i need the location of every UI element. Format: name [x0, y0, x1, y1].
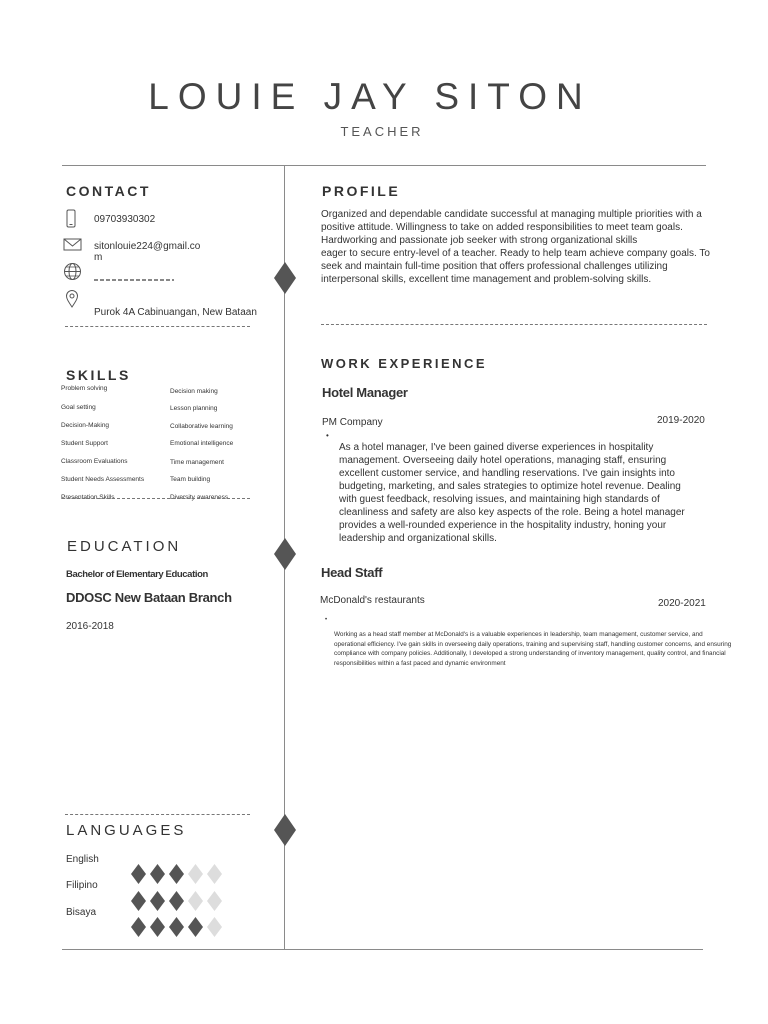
contact-phone[interactable]: 09703930302	[94, 214, 156, 225]
rating-diamond-filled	[130, 864, 147, 884]
language-rating	[130, 864, 223, 884]
skill-item: Decision-Making	[61, 422, 110, 429]
rating-diamond-empty	[187, 864, 204, 884]
education-heading: EDUCATION	[67, 538, 182, 555]
language-name: Filipino	[66, 880, 98, 891]
candidate-name: LOUIE JAY SITON	[148, 76, 592, 117]
divider-diamond	[274, 538, 296, 575]
globe-icon	[63, 262, 82, 286]
profile-text: Organized and dependable candidate successful at managing multiple priorities with a positive attitude. Willingness to take on added responsibilities to meet team goals. Hardworking and passionate job seeker with strong organizational skills eager to secure entry-level of a teacher. Ready to help team achieve company goals. To seek and maintain full-time position that offers professional challenges utilizing interpersonal skills, excellent time management and problem-solving skills.	[321, 209, 710, 285]
skill-item: Student Needs Assessments	[61, 476, 145, 483]
envelope-icon	[63, 238, 83, 257]
contact-website-clipped	[94, 279, 174, 281]
skill-item: Collaborative learning	[170, 423, 233, 430]
education-school: DDOSC New Bataan Branch	[66, 590, 232, 605]
bullet-icon: •	[326, 431, 329, 440]
skill-item: Diversity awareness	[170, 494, 229, 501]
skills-heading: SKILLS	[66, 367, 131, 383]
contact-email[interactable]: sitonlouie224@gmail.co m	[94, 241, 201, 263]
skill-item: Presentation Skills	[61, 494, 115, 501]
education-years: 2016-2018	[66, 621, 114, 632]
languages-separator	[65, 814, 250, 815]
rating-diamond-filled	[149, 917, 166, 937]
skill-item: Lesson planning	[170, 405, 218, 412]
divider-diamond	[274, 262, 296, 299]
rating-diamond-filled	[168, 917, 185, 937]
job-title: Head Staff	[321, 565, 383, 580]
rating-diamond-empty	[206, 891, 223, 911]
language-rating	[130, 891, 223, 911]
job-dates: 2019-2020	[657, 415, 705, 426]
profile-heading: PROFILE	[322, 183, 401, 199]
candidate-title: TEACHER	[340, 124, 424, 139]
work-heading: WORK EXPERIENCE	[321, 356, 488, 371]
skill-item: Classroom Evaluations	[61, 458, 128, 465]
job-description: Working as a head staff member at McDonald's is a valuable experiences in leadership, team management, customer service, and operational efficiency. I've gain skills in overseeing daily operations, training and supervising staff, handling customer concerns, and ensuring compliance with company policies. Additionally, I developed a strong understanding of inventory management, quality control, and financial responsibilities within a fast paced and dynamic environment	[334, 631, 732, 667]
location-pin-icon	[65, 289, 79, 314]
rating-diamond-empty	[187, 891, 204, 911]
skill-item: Emotional intelligence	[170, 440, 234, 447]
contact-heading: CONTACT	[66, 183, 151, 199]
skill-item: Decision making	[170, 388, 218, 395]
job-title: Hotel Manager	[322, 385, 408, 400]
rating-diamond-empty	[206, 917, 223, 937]
skill-item: Team building	[170, 476, 211, 483]
job-company: McDonald's restaurants	[320, 595, 425, 606]
skill-item: Problem solving	[61, 385, 108, 392]
rating-diamond-filled	[168, 891, 185, 911]
skill-item: Goal setting	[61, 404, 96, 411]
language-name: English	[66, 854, 99, 865]
education-degree: Bachelor of Elementary Education	[66, 569, 208, 580]
job-description: As a hotel manager, I've been gained diverse experiences in hospitality management. Overseeing daily hotel operations, managing staff, ensuring excellent customer service, and handling reservations. I've gain insights into budgeting, marketing, and sales strategies to optimize hotel revenue. Dealing with guest feedback, resolving issues, and maintaining high standards of cleanliness and safety are also key aspects of the role. Being a hotel manager provides a well-rounded experience in the hospitality industry, honing your leadership and organizational skills.	[339, 442, 685, 544]
job-dates: 2020-2021	[658, 598, 706, 609]
phone-icon	[64, 209, 78, 234]
bottom-divider	[62, 949, 703, 950]
divider-diamond	[274, 814, 296, 851]
rating-diamond-empty	[206, 864, 223, 884]
rating-diamond-filled	[187, 917, 204, 937]
skills-separator	[62, 498, 250, 499]
contact-separator	[65, 326, 250, 327]
rating-diamond-filled	[130, 891, 147, 911]
rating-diamond-filled	[149, 864, 166, 884]
languages-heading: LANGUAGES	[66, 822, 187, 839]
contact-address: Purok 4A Cabinuangan, New Bataan	[94, 307, 257, 318]
rating-diamond-filled	[130, 917, 147, 937]
language-name: Bisaya	[66, 907, 97, 918]
rating-diamond-filled	[168, 864, 185, 884]
bullet-icon: •	[325, 617, 328, 623]
profile-separator	[321, 324, 707, 325]
rating-diamond-filled	[149, 891, 166, 911]
job-company: PM Company	[322, 417, 383, 428]
language-rating	[130, 917, 223, 937]
skill-item: Time management	[170, 459, 224, 466]
top-divider	[62, 165, 706, 166]
skill-item: Student Support	[61, 440, 108, 447]
